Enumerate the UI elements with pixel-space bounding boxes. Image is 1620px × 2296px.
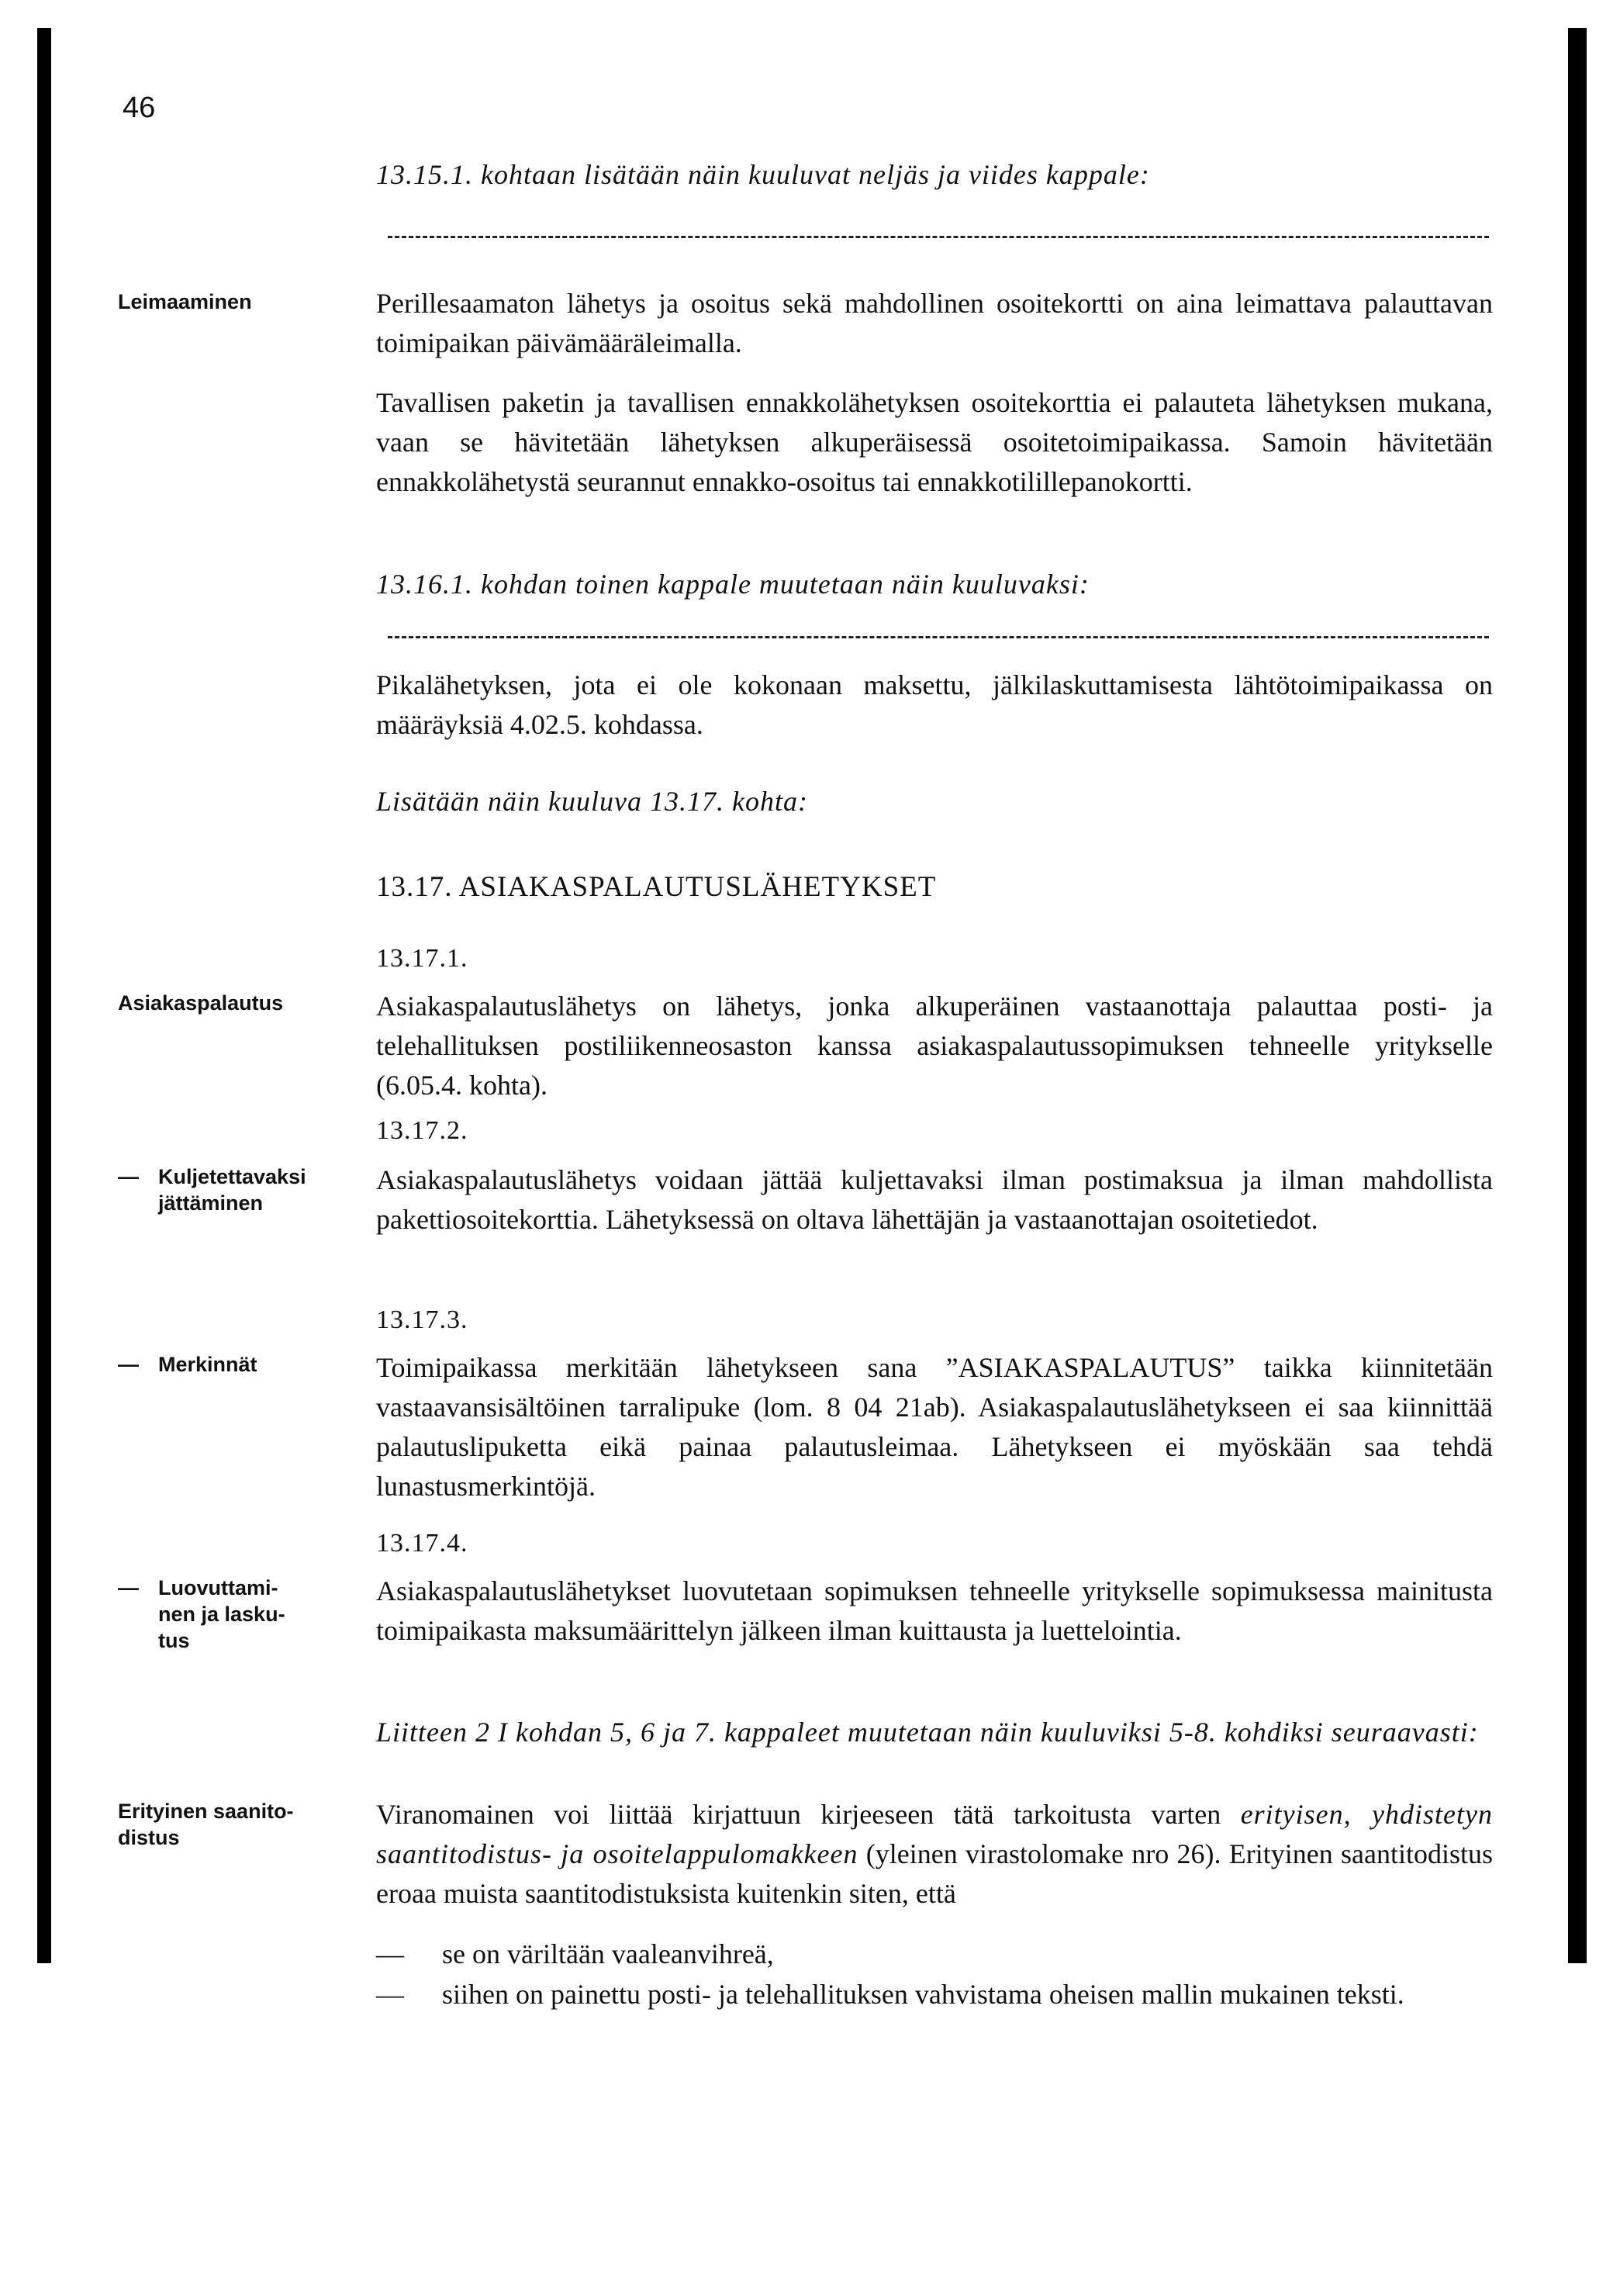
margin-note-luovuttaminen-label: Luovuttami-nen ja lasku-tus (158, 1576, 285, 1652)
margin-dash: — (118, 1353, 139, 1376)
margin-note-merkinnat (118, 1351, 343, 1378)
margin-dash: — (118, 1576, 139, 1599)
left-border-bar (37, 28, 51, 1963)
bullet-text: se on väriltään vaaleanvihreä, (442, 1938, 774, 1969)
margin-note-kuljetettavaksi-label: Kuljetettavaksi jättäminen (158, 1165, 306, 1215)
margin-note-erityinen: Erityinen saanito-distus (118, 1800, 294, 1849)
paragraph-kuljetettavaksi: Asiakaspalautuslähetys voidaan jättää kuljettavaksi ilman postimaksua ja ilman mahdollista pakettiosoitekorttia. Lähetyksessä on oltava lähettäjän ja vastaanottajan osoitetiedot. (376, 1164, 1493, 1235)
paragraph-pikalahetys: Pikalähetyksen, jota ei ole kokonaan maksettu, jälkilaskuttamisesta lähtötoimipaikassa on määräyksiä 4.02.5. kohdassa. (376, 669, 1493, 740)
bullet-item-1 (376, 1935, 1493, 1974)
paragraph-erityinen (376, 1795, 1493, 1914)
paragraph-erityinen-part-1: Viranomainen voi liittää kirjattuun kirjeeseen tätä tarkoitusta varten (376, 1799, 1241, 1830)
paragraph-merkinnat: Toimipaikassa merkitään lähetykseen sana ”ASIAKASPALAUTUS” taikka kiinnitetään vastaavansisältöinen tarralipuke (lom. 8 04 21ab). Asiakaspalautuslähetykseen ei saa kiinnittää palautuslipuketta eikä painaa palautusleimaa. Lähetykseen ei myöskään saa tehdä lunastusmerkintöjä. (376, 1352, 1493, 1502)
margin-dash: — (118, 1165, 139, 1188)
margin-note-kuljetettavaksi (118, 1164, 343, 1216)
bullet-dash: — (376, 1979, 404, 2010)
instruction-13-17: Lisätään näin kuuluva 13.17. kohta: (376, 786, 808, 817)
paragraph-erityinen-form-name: erityisen, yhdistetyn saantitodistus- ja osoitelappulomakkeen (376, 1799, 1493, 1869)
paragraph-leimaaminen: Perillesaamaton lähetys ja osoitus sekä mahdollinen osoitekortti on aina leimattava palauttavan toimipaikan päivämääräleimalla. (376, 288, 1493, 358)
paragraph-luovuttaminen: Asiakaspalautuslähetykset luovutetaan sopimuksen tehneelle yritykselle sopimuksessa mainitusta toimipaikasta maksumäärittelyn jälkeen ilman kuittausta ja luettelointia. (376, 1575, 1493, 1646)
paragraph-osoitekortti: Tavallisen paketin ja tavallisen ennakkolähetyksen osoitekorttia ei palauteta lähetyksen mukana, vaan se hävitetään lähetyksen alkuperäisessä osoitetoimipaikassa. Samoin hävitetään ennakkolähetystä seurannut ennakko-osoitus tai ennakkotilillepanokortti. (376, 387, 1493, 497)
omission-line-2 (388, 636, 1489, 638)
omission-line-1 (388, 236, 1489, 238)
section-number-13-17-1: 13.17.1. (376, 944, 468, 973)
section-number-13-17-2: 13.17.2. (376, 1116, 468, 1145)
instruction-13-15-1: 13.15.1. kohtaan lisätään näin kuuluvat neljäs ja viides kappale: (376, 159, 1150, 190)
instruction-13-16-1: 13.16.1. kohdan toinen kappale muutetaan näin kuuluvaksi: (376, 569, 1090, 600)
margin-note-asiakaspalautus: Asiakaspalautus (118, 991, 284, 1015)
margin-note-luovuttaminen (118, 1575, 343, 1654)
section-number-13-17-4: 13.17.4. (376, 1529, 468, 1558)
page-number: 46 (123, 92, 156, 124)
bullet-item-2 (376, 1975, 1493, 2014)
right-border-bar (1568, 28, 1587, 1963)
section-number-13-17-3: 13.17.3. (376, 1305, 468, 1334)
section-heading: 13.17. ASIAKASPALAUTUSLÄHETYKSET (376, 871, 937, 903)
margin-note-leimaaminen: Leimaaminen (118, 290, 252, 313)
bullet-text: siihen on painettu posti- ja telehallituksen vahvistama oheisen mallin mukainen teksti. (442, 1979, 1404, 2010)
paragraph-erityinen-part-2: (yleinen virastolomake nro 26). Erityinen saantitodistus eroaa muista saantitodistuksista kuitenkin siten, että (376, 1838, 1494, 1909)
bullet-dash: — (376, 1938, 404, 1969)
paragraph-asiakaspalautus: Asiakaspalautuslähetys on lähetys, jonka alkuperäinen vastaanottaja palauttaa posti- ja telehallituksen postiliikenneosaston kanssa asiakaspalautussopimuksen tehneelle yritykselle (6.05.4. kohta). (376, 991, 1493, 1101)
instruction-liite-2: Liitteen 2 I kohdan 5, 6 ja 7. kappaleet muutetaan näin kuuluviksi 5-8. kohdiksi seuraavasti: (376, 1717, 1479, 1748)
margin-note-merkinnat-label: Merkinnät (158, 1353, 257, 1376)
